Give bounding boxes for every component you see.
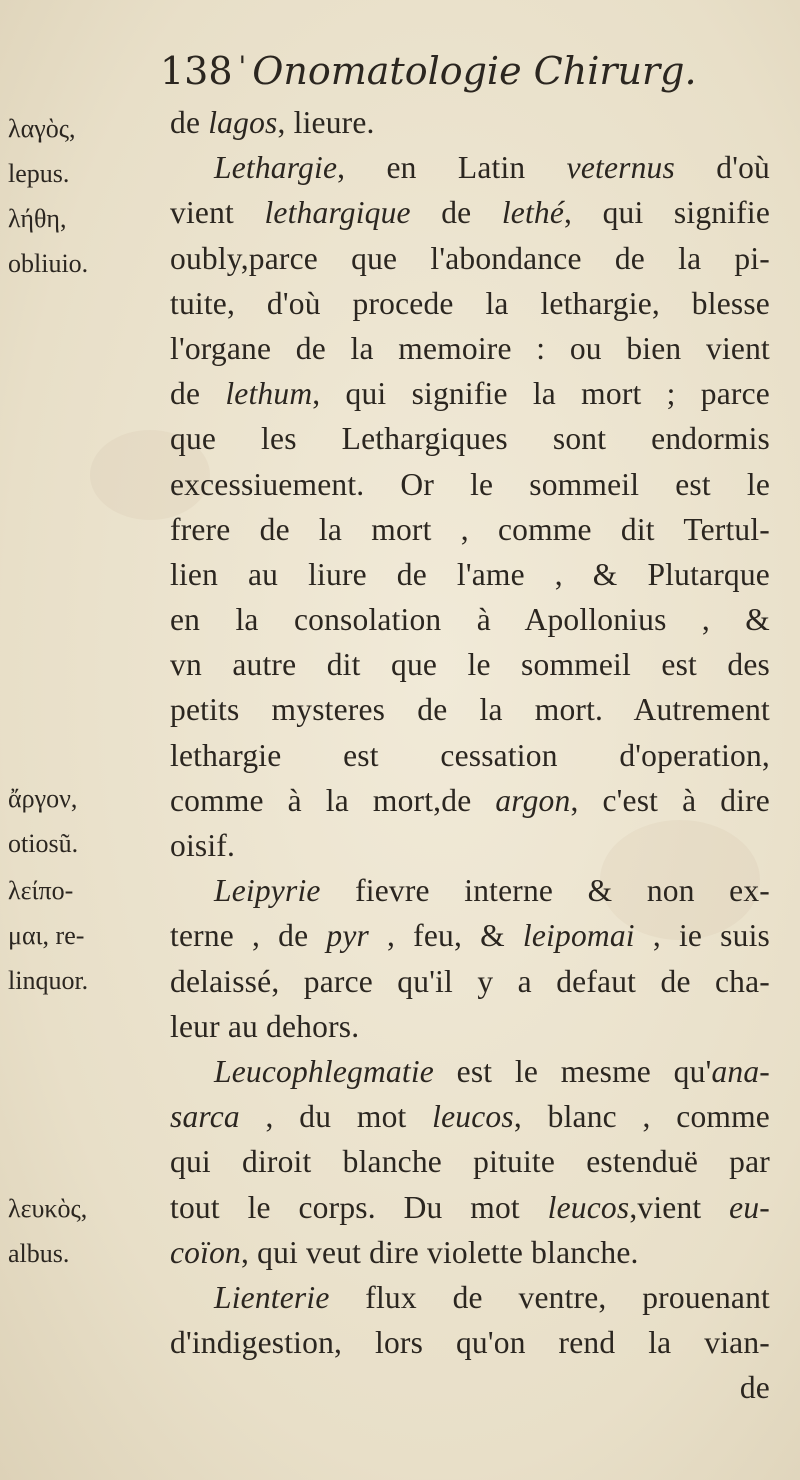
margin-latin: lepus. [8, 159, 70, 188]
text-line: oisif. [170, 828, 236, 863]
text-line: excessiuement. Or le sommeil est le [170, 466, 770, 502]
text-line: tuite, d'où procede la lethargie, blesse [170, 285, 770, 321]
text-line: comme à la mort,de argon, c'est à dire [170, 782, 770, 818]
text-line: vient lethargique de lethé, qui signifie [170, 195, 771, 231]
text-line: leur au dehors. [170, 1008, 360, 1044]
text-line: petits mysteres de la mort. Autrement [170, 692, 770, 728]
running-title: Onomatologie Chirurg. [252, 49, 697, 93]
text-line: lien au liure de l'ame , & Plutarque [170, 556, 770, 592]
entry-leucophlegmatie: Leucophlegmatie est le mesme qu'ana- [214, 1053, 770, 1089]
text-line: sarca , du mot leucos, blanc , comme [170, 1099, 770, 1135]
text-line: de lethum, qui signifie la mort ; parce [170, 376, 770, 412]
page-number: 138 [160, 49, 233, 93]
margin-greek: μαι, re- [8, 921, 85, 950]
margin-greek: λευκὸς, [8, 1194, 88, 1223]
entry-leipyrie: Leipyrie fievre interne & non ex- [214, 873, 770, 909]
text-line: delaissé, parce qu'il y a defaut de cha- [170, 963, 770, 999]
text-line: que les Lethargiques sont endormis [170, 421, 770, 457]
margin-note-leucos [8, 1186, 158, 1276]
headword: Lethargie [214, 150, 338, 186]
margin-greek: λαγὸς, [8, 114, 76, 143]
margin-greek: λείπο- [8, 876, 74, 905]
page-header [160, 42, 760, 92]
text-line: d'indigestion, lors qu'on rend la vian- [170, 1325, 770, 1361]
margin-note-leipomai [8, 868, 158, 1003]
catchword: de [739, 1370, 770, 1406]
margin-latin: otiosũ. [8, 829, 79, 858]
margin-greek: ἄργον, [8, 784, 78, 813]
text-line: lethargie est cessation d'operation, [170, 737, 770, 773]
text-line: frere de la mort , comme dit Tertul- [170, 511, 770, 547]
margin-latin: linquor. [8, 966, 89, 995]
text-line: de lagos, lieure. [170, 105, 375, 140]
main-text [170, 100, 770, 1410]
text-line: qui diroit blanche pituite estenduë par [170, 1144, 770, 1180]
entry-lienterie: Lienterie flux de ventre, prouenant [214, 1279, 770, 1315]
headword: Leucophlegmatie [214, 1053, 434, 1089]
text-line: en la consolation à Apollonius , & [170, 602, 770, 638]
text-line: tout le corps. Du mot leucos,vient eu- [170, 1189, 770, 1225]
text-line: l'organe de la memoire : ou bien vient [170, 330, 770, 366]
header-separator: ' [238, 50, 247, 83]
entry-lethargie: Lethargie, en Latin veternus d'où [214, 150, 770, 186]
margin-greek: λήθη, [8, 204, 67, 233]
text-line: vn autre dit que le sommeil est des [170, 647, 770, 683]
margin-latin: obliuio. [8, 249, 89, 278]
headword: Lienterie [214, 1279, 330, 1315]
margin-note-lagos-lethe [8, 106, 158, 286]
text-line: terne , de pyr , feu, & leipomai , ie suis [170, 918, 770, 954]
margin-note-argon [8, 776, 158, 866]
headword: Leipyrie [214, 873, 321, 909]
text-line: oubly,parce que l'abondance de la pi- [170, 240, 770, 276]
margin-latin: albus. [8, 1239, 70, 1268]
text-line: coïon, qui veut dire violette blanche. [170, 1234, 639, 1270]
